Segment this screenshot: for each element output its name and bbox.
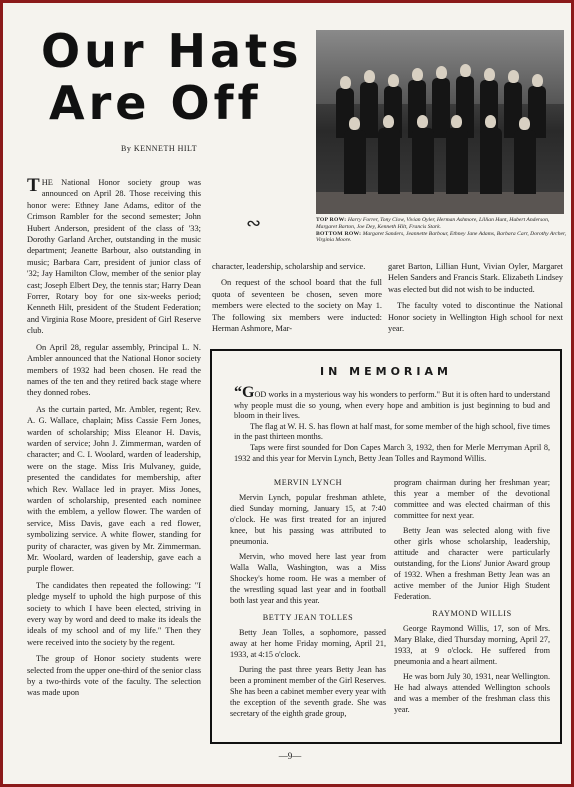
article-paragraph: The candidates then repeated the following: "I pledge myself to uphold the high purpose of this society to which I have been elected, striving in every way by word and deed to make its ideals the ideals of my school and of my life." Then they were received into the society by the regent. [27, 580, 201, 647]
caption-top-names: Harry Forrer, Tony Clow, Vivian Oyler, Herman Ashmore, Lillian Hunt, Hubert Anderson, Margaret Barton, Joe Dey, Kenneth Hilt, Francis Stark. [316, 217, 550, 230]
memoriam-column-left [230, 477, 386, 723]
headline-line-1: Our Hats [41, 24, 303, 78]
caption-top-label: TOP ROW: [316, 217, 347, 223]
article-paragraph: garet Barton, Lillian Hunt, Vivian Oyler, Margaret Helen Sanders and Francis Stark. Elizabeth Lindsey was elected but did not wish to be inducted. [388, 262, 563, 294]
memoriam-title: IN MEMORIAM [320, 365, 452, 378]
caption-bottom-names: Margaret Sanders, Jeannette Barbour, Ethney Jane Adams, Barbara Carr, Dorothy Archer, Virginia Moore. [316, 230, 566, 244]
memoriam-paragraph: Mervin, who moved here last year from Walla Walla, Washington, was a Miss Shockey's home room. He was a member of the wrestling squad last year and in football both last year and this year. [230, 552, 386, 605]
drop-cap: T [27, 175, 40, 196]
memoriam-paragraph: The flag at W. H. S. has flown at half mast, for some member of the high school, five times in the past thirteen months. [234, 421, 550, 442]
article-paragraph: The group of Honor society students were selected from the upper one-third of the senior class by a two-thirds vote of the faculty. The selection was made upon [27, 654, 201, 698]
article-paragraph: The faculty voted to discontinue the National Honor society in Wellington High school for next year. [388, 301, 563, 334]
byline: By KENNETH HILT [121, 144, 198, 153]
ornament-flourish: ∾ [246, 213, 262, 234]
section-heading-willis: RAYMOND WILLIS [432, 609, 512, 618]
article-column-2 [212, 261, 382, 339]
memoriam-paragraph: During the past three years Betty Jean has been a prominent member of the Girl Reserves. She has been a cabinet member every year with the exception of the seventh grade. She was secretary of the eighth grade group, [230, 665, 386, 718]
memoriam-column-right [394, 477, 550, 719]
headline-line-2: Are Off [49, 76, 262, 130]
memoriam-paragraph: He was born July 30, 1931, near Wellington. He had always attended Wellington schools and was a member of the freshman class this year. [394, 672, 550, 714]
section-heading-lynch: MERVIN LYNCH [273, 478, 343, 487]
memoriam-paragraph: Betty Jean was selected along with five other girls whose scholarship, leadership, attitude and character were particularly outstanding, for the Lions' Junior Award group of 1932. When a freshman Betty Jean was an active member of the Junior High Student Federation. [394, 526, 550, 601]
memoriam-box [210, 349, 562, 744]
section-heading-tolles: BETTY JEAN TOLLES [262, 613, 354, 622]
quote-initial: “G [234, 384, 255, 401]
memoriam-intro: “GOD works in a mysterious way his wonders to perform." But it is often hard to understand why people must die so young, when every hope and ambition is just beginning to bud and bloom in their lives. The flag at W. H. S. has flown at half mast, for some member of the high school, five times in the past thirteen months. Taps were first sounded for Don Capes March 3, 1932, then for Merle Merryman April 8, 1932 and this year for Mervin Lynch, Betty Jean Tolles and Raymond Willis. [234, 384, 550, 463]
memoriam-paragraph: Taps were first sounded for Don Capes March 3, 1932, then for Merle Merryman April 8, 1932 and this year for Mervin Lynch, Betty Jean Tolles and Raymond Willis. [234, 442, 550, 463]
page-number: —9— [278, 751, 302, 761]
article-paragraph: character, leadership, scholarship and service. [212, 262, 366, 271]
article-column-3 [388, 261, 563, 339]
memoriam-paragraph: Mervin Lynch, popular freshman athlete, died Sunday morning, January 15, at 7:40 o'clock. He was first treated for an injured knee, but his passing was attributed to pneumonia. [230, 493, 386, 546]
article-paragraph: THE National Honor society group was announced on April 28. Those receiving this honor were: Ethney Jane Adams, editor of the Crimson Rambler for the second semester; John Hubert Anderson, president of the class of '33; Dorothy Garland Archer, outstanding in the music department; Jeanette Barbour, also outstanding in music; Barbara Carr, president of junior class of '32; Jay Hamilton Clow, member of the senior play cast; Joseph Elbert Dey, the tennis star; Harry Dean Forrer, Rotary boy for one six-weeks period; Kenneth Hilt, president of the Student Federation; and Virginia Rose Moore, president of Girl Reserve club. [27, 175, 201, 336]
memoriam-paragraph: George Raymond Willis, 17, son of Mrs. Mary Blake, died Thursday morning, April 27, 1933, at 9 o'clock. He suffered from pneumonia and a heart ailment. [394, 624, 550, 666]
photo-caption [316, 217, 566, 244]
article-paragraph: As the curtain parted, Mr. Ambler, regent; Rev. A. G. Wallace, chaplain; Miss Cassie Fern Jones, warden of scholarship; Miss Eleanor H. Davis, warden of service; John J. Zimmerman, warden of character; and C. I. Woolard, warden of leadership, were on the stage. Miss Iris Mulvaney, guide, presented the candidates for membership, after which Rev. Wallace led in prayer. Miss Jones, warden of scholarship, presented each nominee with the emblem, a yellow flower. The warden of service, Miss Davis, gave each a red flower, symbolizing service. A white flower, standing for purity of character, was given by Mr. Zimmerman. Mr. Woolard, warden of leadership, gave each a purple flower. [27, 404, 201, 574]
caption-bottom-label: BOTTOM ROW: [316, 230, 362, 237]
article-headline [41, 25, 302, 129]
article-paragraph: On request of the school board that the full quota of seventeen be chosen, seven more members were elected to the society on May 1. The following six members were inducted: Herman Ashmore, Mar- [212, 278, 382, 334]
group-photo [316, 30, 564, 214]
article-paragraph: On April 28, regular assembly, Principal L. N. Ambler announced that the National Honor society members of 1932 had been chosen. He read the names of the ten and they retired back stage where they donned robes. [27, 342, 201, 398]
article-column-1 [27, 177, 201, 704]
memoriam-paragraph: Betty Jean Tolles, a sophomore, passed away at her home Friday morning, April 21, 1933, at 4:15 o'clock. [230, 628, 386, 659]
memoriam-paragraph: program chairman during her freshman year; this year a member of the devotional committee and was elected chairman of this committee for next year. [394, 478, 550, 520]
